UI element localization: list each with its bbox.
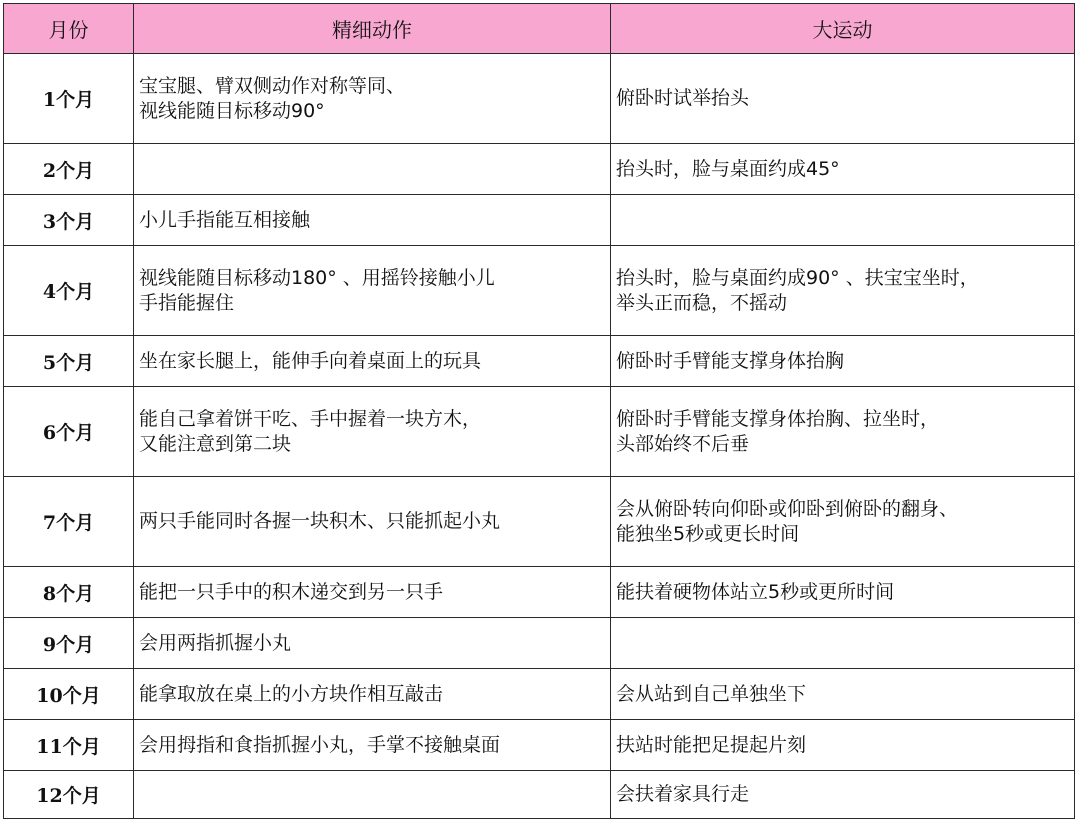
gross-motor-cell xyxy=(611,195,1075,246)
table-row xyxy=(4,669,1075,720)
gross-motor-text: 俯卧时手臂能支撑身体抬胸 xyxy=(616,349,845,372)
fine-motor-text: 两只手能同时各握一块积木、只能抓起小丸 xyxy=(139,510,501,532)
fine-motor-text: 视线能随目标移动180° 、用摇铃接触小儿 xyxy=(139,266,495,289)
development-table xyxy=(3,3,1075,819)
fine-motor-text: 小儿手指能互相接触 xyxy=(139,208,311,231)
table-row xyxy=(4,195,1075,246)
fine-motor-text: 手指能握住 xyxy=(139,291,235,314)
gross-motor-cell xyxy=(611,477,1075,567)
gross-motor-text: 举头正而稳，不摇动 xyxy=(616,291,788,314)
gross-motor-text: 头部始终不后垂 xyxy=(616,432,750,455)
fine-motor-text: 会用两指抓握小丸 xyxy=(139,631,292,654)
gross-motor-text: 抬头时，脸与桌面约成90° 、扶宝宝坐时， xyxy=(616,266,979,289)
fine-motor-cell xyxy=(134,336,611,387)
fine-motor-cell xyxy=(134,720,611,771)
fine-motor-cell xyxy=(134,477,611,567)
header-month: 月份 xyxy=(4,4,134,54)
gross-motor-text: 会扶着家具行走 xyxy=(616,783,750,805)
fine-motor-text: 能拿取放在桌上的小方块作相互敲击 xyxy=(139,682,444,705)
table-row xyxy=(4,54,1075,144)
fine-motor-cell xyxy=(134,195,611,246)
month-cell: 12个月 xyxy=(4,771,134,819)
month-cell: 10个月 xyxy=(4,669,134,720)
month-cell: 6个月 xyxy=(4,387,134,477)
gross-motor-cell xyxy=(611,669,1075,720)
fine-motor-cell xyxy=(134,144,611,195)
fine-motor-text: 会用拇指和食指抓握小丸，手掌不接触桌面 xyxy=(139,733,501,756)
gross-motor-text: 能扶着硬物体站立5秒或更所时间 xyxy=(616,580,895,603)
fine-motor-text: 宝宝腿、臂双侧动作对称等同、 xyxy=(139,74,406,97)
gross-motor-text: 能独坐5秒或更长时间 xyxy=(616,522,800,545)
gross-motor-cell xyxy=(611,54,1075,144)
gross-motor-cell xyxy=(611,618,1075,669)
gross-motor-text: 会从俯卧转向仰卧或仰卧到俯卧的翻身、 xyxy=(616,497,959,520)
table-row xyxy=(4,618,1075,669)
gross-motor-cell xyxy=(611,336,1075,387)
table-row xyxy=(4,144,1075,195)
month-cell: 8个月 xyxy=(4,567,134,618)
gross-motor-text: 俯卧时手臂能支撑身体抬胸、拉坐时， xyxy=(616,407,940,430)
fine-motor-cell xyxy=(134,387,611,477)
month-cell: 5个月 xyxy=(4,336,134,387)
fine-motor-cell xyxy=(134,246,611,336)
table-row xyxy=(4,387,1075,477)
gross-motor-text: 抬头时，脸与桌面约成45° xyxy=(616,157,840,180)
month-cell: 7个月 xyxy=(4,477,134,567)
fine-motor-cell xyxy=(134,618,611,669)
gross-motor-cell xyxy=(611,720,1075,771)
gross-motor-cell xyxy=(611,246,1075,336)
table-row xyxy=(4,336,1075,387)
gross-motor-cell xyxy=(611,567,1075,618)
gross-motor-cell xyxy=(611,771,1075,819)
gross-motor-text: 扶站时能把足提起片刻 xyxy=(616,733,807,756)
header-gross-motor: 大运动 xyxy=(611,4,1075,54)
fine-motor-cell xyxy=(134,669,611,720)
gross-motor-text: 俯卧时试举抬头 xyxy=(616,87,750,109)
gross-motor-cell xyxy=(611,387,1075,477)
month-cell: 2个月 xyxy=(4,144,134,195)
fine-motor-text: 能自己拿着饼干吃、手中握着一块方木， xyxy=(139,407,482,430)
fine-motor-text: 视线能随目标移动90° xyxy=(139,99,325,122)
table-row xyxy=(4,771,1075,819)
fine-motor-text: 能把一只手中的积木递交到另一只手 xyxy=(139,580,444,603)
header-fine-motor: 精细动作 xyxy=(134,4,611,54)
table-row xyxy=(4,567,1075,618)
table-row xyxy=(4,720,1075,771)
fine-motor-cell xyxy=(134,771,611,819)
table-row xyxy=(4,246,1075,336)
month-cell: 3个月 xyxy=(4,195,134,246)
month-cell: 4个月 xyxy=(4,246,134,336)
fine-motor-cell xyxy=(134,567,611,618)
gross-motor-cell xyxy=(611,144,1075,195)
fine-motor-text: 坐在家长腿上，能伸手向着桌面上的玩具 xyxy=(139,349,482,372)
month-cell: 1个月 xyxy=(4,54,134,144)
gross-motor-text: 会从站到自己单独坐下 xyxy=(616,682,807,705)
table-row xyxy=(4,477,1075,567)
month-cell: 9个月 xyxy=(4,618,134,669)
header-row xyxy=(4,4,1075,54)
fine-motor-text: 又能注意到第二块 xyxy=(139,432,292,455)
month-cell: 11个月 xyxy=(4,720,134,771)
fine-motor-cell xyxy=(134,54,611,144)
